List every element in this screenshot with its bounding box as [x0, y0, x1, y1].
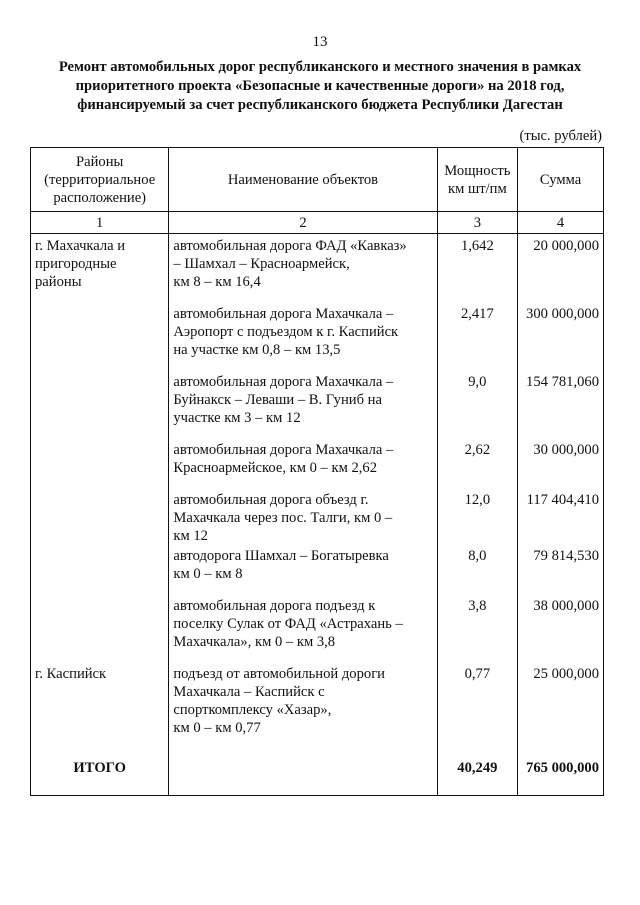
object-name-line: автомобильная дорога Махачкала –	[173, 306, 394, 322]
total-row	[31, 751, 604, 796]
object-name-line: Красноармейское, км 0 – км 2,62	[173, 460, 377, 476]
roads-table	[30, 147, 604, 796]
column-number-row	[31, 212, 604, 234]
object-name-line: – Шамхал – Красноармейск,	[173, 256, 350, 272]
district-cell	[31, 305, 169, 373]
sum-cell: 79 814,530	[518, 547, 604, 597]
capacity-cell: 2,62	[437, 441, 518, 491]
object-name-line: подъезд от автомобильной дороги	[173, 666, 385, 682]
district-line: г. Каспийск	[35, 666, 107, 682]
header-sum: Сумма	[518, 148, 604, 212]
district-line: пригородные	[35, 256, 117, 272]
object-name-line: Аэропорт с подъездом к г. Каспийск	[173, 324, 399, 340]
table-row	[31, 491, 604, 547]
object-name-line: на участке км 0,8 – км 13,5	[173, 342, 341, 358]
object-name-line: км 0 – км 0,77	[173, 720, 261, 736]
object-name-cell	[169, 547, 437, 597]
object-name-line: Махачкала», км 0 – км 3,8	[173, 634, 336, 650]
total-empty	[169, 751, 437, 796]
district-cell	[31, 597, 169, 665]
sum-cell: 154 781,060	[518, 373, 604, 441]
sum-cell: 20 000,000	[518, 234, 604, 306]
object-name-line: км 0 – км 8	[173, 566, 243, 582]
document-title	[30, 58, 610, 115]
table-row	[31, 234, 604, 306]
capacity-cell: 0,77	[437, 665, 518, 751]
total-capacity: 40,249	[437, 751, 518, 796]
object-name-line: автомобильная дорога Махачкала –	[173, 374, 394, 390]
sum-cell: 117 404,410	[518, 491, 604, 547]
title-line: Ремонт автомобильных дорог республиканского и местного значения в рамках	[58, 59, 582, 75]
sum-cell: 38 000,000	[518, 597, 604, 665]
object-name-cell	[169, 665, 437, 751]
district-line: районы	[35, 274, 82, 290]
table-body	[31, 234, 604, 752]
object-name-line: автомобильная дорога объезд г.	[173, 492, 369, 508]
object-name-line: автомобильная дорога подъезд к	[173, 598, 376, 614]
sum-cell: 300 000,000	[518, 305, 604, 373]
object-name-line: км 8 – км 16,4	[173, 274, 261, 290]
column-number: 3	[437, 212, 518, 234]
capacity-cell: 3,8	[437, 597, 518, 665]
district-line: г. Махачкала и	[35, 238, 126, 254]
column-number: 4	[518, 212, 604, 234]
object-name-line: автодорога Шамхал – Богатыревка	[173, 548, 389, 564]
column-number: 1	[31, 212, 169, 234]
object-name-line: Махачкала – Каспийск с	[173, 684, 325, 700]
object-name-line: км 12	[173, 528, 208, 544]
district-cell	[31, 665, 169, 751]
object-name-cell	[169, 597, 437, 665]
header-district: Районы (территориальное расположение)	[31, 148, 169, 212]
district-cell	[31, 373, 169, 441]
district-cell	[31, 234, 169, 306]
object-name-cell	[169, 305, 437, 373]
sum-cell: 25 000,000	[518, 665, 604, 751]
page-number: 13	[312, 34, 328, 50]
object-name-cell	[169, 234, 437, 306]
table-row	[31, 373, 604, 441]
capacity-cell: 9,0	[437, 373, 518, 441]
object-name-line: участке км 3 – км 12	[173, 410, 301, 426]
capacity-cell: 12,0	[437, 491, 518, 547]
object-name-line: Махачкала через пос. Талги, км 0 –	[173, 510, 393, 526]
sum-cell: 30 000,000	[518, 441, 604, 491]
title-line: финансируемый за счет республиканского бюджета Республики Дагестан	[77, 97, 563, 113]
capacity-cell: 1,642	[437, 234, 518, 306]
object-name-line: автомобильная дорога ФАД «Кавказ»	[173, 238, 407, 254]
units-label: (тыс. рублей)	[519, 128, 602, 144]
district-cell	[31, 547, 169, 597]
object-name-line: спорткомплексу «Хазар»,	[173, 702, 332, 718]
header-capacity: Мощность км шт/пм	[437, 148, 518, 212]
table-row	[31, 305, 604, 373]
total-label: ИТОГО	[31, 751, 169, 796]
table-row	[31, 441, 604, 491]
header-row	[31, 148, 604, 212]
table-row	[31, 665, 604, 751]
header-name: Наименование объектов	[169, 148, 437, 212]
district-cell	[31, 441, 169, 491]
total-sum: 765 000,000	[518, 751, 604, 796]
object-name-line: автомобильная дорога Махачкала –	[173, 442, 394, 458]
capacity-cell: 2,417	[437, 305, 518, 373]
district-cell	[31, 491, 169, 547]
object-name-line: поселку Сулак от ФАД «Астрахань –	[173, 616, 403, 632]
table-row	[31, 597, 604, 665]
title-line: приоритетного проекта «Безопасные и качественные дороги» на 2018 год,	[75, 78, 565, 94]
column-number: 2	[169, 212, 437, 234]
capacity-cell: 8,0	[437, 547, 518, 597]
object-name-line: Буйнакск – Леваши – В. Гуниб на	[173, 392, 382, 408]
object-name-cell	[169, 373, 437, 441]
table-row	[31, 547, 604, 597]
object-name-cell	[169, 491, 437, 547]
object-name-cell	[169, 441, 437, 491]
